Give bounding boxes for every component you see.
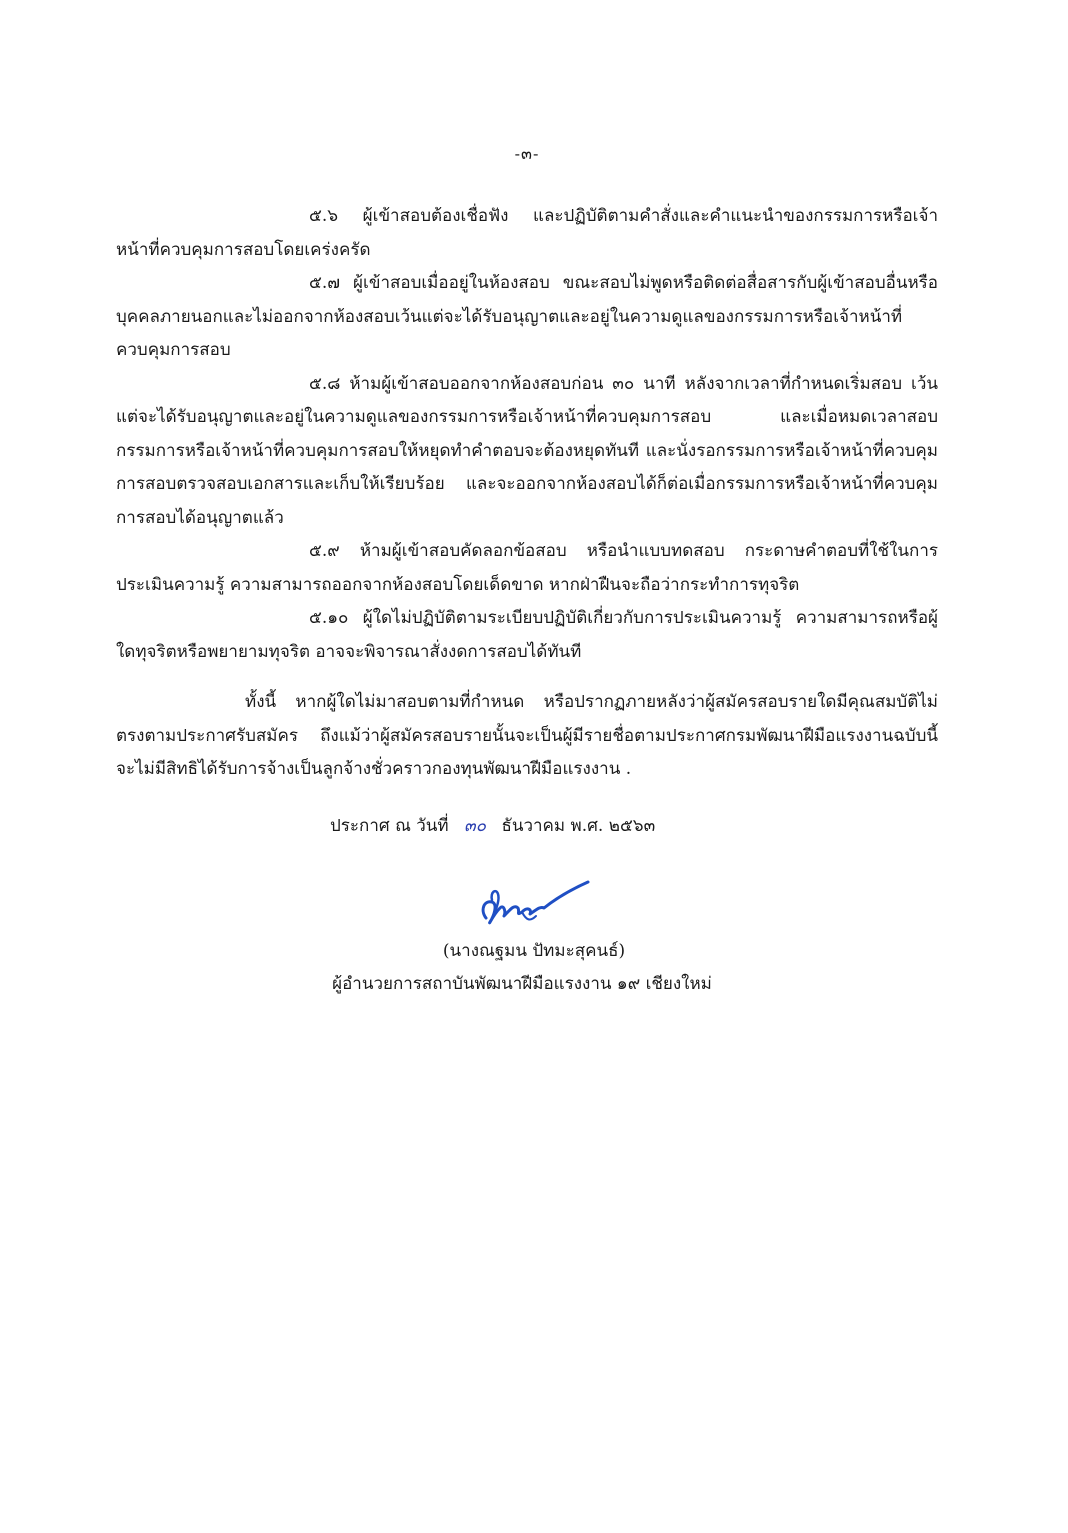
clause-5-9: ๕.๙ ห้ามผู้เข้าสอบคัดลอกข้อสอบ หรือนำแบบทดสอบ กระดาษคำตอบที่ใช้ในการประเมินความรู้ ความสามารถออกจากห้องสอบโดยเด็ดขาด หากฝ่าฝืนจะถือว่ากระทำการทุจริต xyxy=(116,541,938,595)
announcement-date xyxy=(330,810,655,843)
clause-5-8: ๕.๘ ห้ามผู้เข้าสอบออกจากห้องสอบก่อน ๓๐ นาที หลังจากเวลาที่กำหนดเริ่มสอบ เว้นแต่จะได้รับอนุญาตและอยู่ในความดูแลของกรรมการหรือเจ้าหน้าที่ควบคุมการสอบ และเมื่อหมดเวลาสอบ กรรมการหรือเจ้าหน้าที่ควบคุมการสอบให้หยุดทำคำตอบจะต้องหยุดทันที และนั่งรอกรรมการหรือเจ้าหน้าที่ควบคุมการสอบตรวจสอบเอกสารและเก็บให้เรียบร้อย และจะออกจากห้องสอบได้ก็ต่อเมื่อกรรมการหรือเจ้าหน้าที่ควบคุมการสอบได้อนุญาตแล้ว xyxy=(116,373,938,528)
signer-title: ผู้อำนวยการสถาบันพัฒนาฝีมือแรงงาน ๑๙ เชียงใหม่ xyxy=(332,974,712,994)
announcement-prefix: ประกาศ ณ วันที่ xyxy=(330,816,449,836)
document-body xyxy=(116,200,938,787)
announcement-day: ๓๐ xyxy=(464,816,487,836)
clause-5-10: ๕.๑๐ ผู้ใดไม่ปฏิบัติตามระเบียบปฏิบัติเกี่ยวกับการประเมินความรู้ ความสามารถหรือผู้ใดทุจริตหรือพยายามทุจริต อาจจะพิจารณาสั่งงดการสอบได้ทันที xyxy=(116,608,938,662)
signature-image xyxy=(470,870,600,940)
closing-paragraph: ทั้งนี้ หากผู้ใดไม่มาสอบตามที่กำหนด หรือปรากฏภายหลังว่าผู้สมัครสอบรายใดมีคุณสมบัติไม่ตรงตามประกาศรับสมัคร ถึงแม้ว่าผู้สมัครสอบรายนั้นจะเป็นผู้มีรายชื่อตามประกาศกรมพัฒนาฝีมือแรงงานฉบับนี้จะไม่มีสิทธิได้รับการจ้างเป็นลูกจ้างชั่วคราวกองทุนพัฒนาฝีมือแรงงาน . xyxy=(116,692,938,779)
signer-name: (นางณฐมน ปัทมะสุคนธ์) xyxy=(442,941,626,961)
announcement-month-year: ธันวาคม พ.ศ. ๒๕๖๓ xyxy=(501,816,656,836)
page-number: -๓- xyxy=(514,144,540,163)
clause-5-6: ๕.๖ ผู้เข้าสอบต้องเชื่อฟัง และปฏิบัติตามคำสั่งและคำแนะนำของกรรมการหรือเจ้าหน้าที่ควบคุมการสอบโดยเคร่งครัด xyxy=(116,206,938,260)
clause-5-7: ๕.๗ ผู้เข้าสอบเมื่ออยู่ในห้องสอบ ขณะสอบไม่พูดหรือติดต่อสื่อสารกับผู้เข้าสอบอื่นหรือบุคคลภายนอกและไม่ออกจากห้องสอบเว้นแต่จะได้รับอนุญาตและอยู่ในความดูแลของกรรมการหรือเจ้าหน้าที่ควบคุมการสอบ xyxy=(116,273,938,360)
